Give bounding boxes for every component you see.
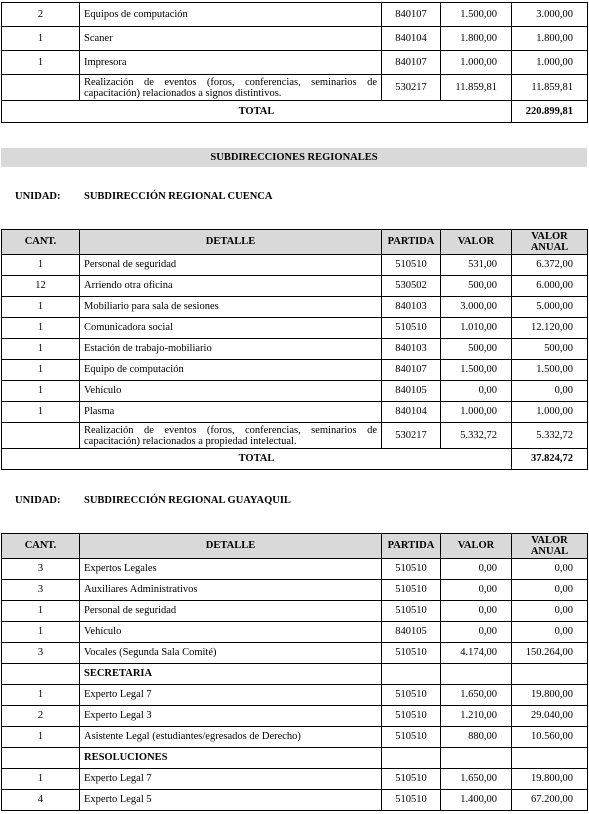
table-row [2, 276, 588, 297]
cell-valor-anual: 0,00 [512, 381, 588, 402]
guayaquil-unit-heading [15, 495, 291, 506]
total-label: TOTAL [2, 449, 512, 470]
cell-detalle: Vehículo [80, 622, 382, 643]
cell-partida: 530502 [382, 276, 441, 297]
cell-detalle: Vocales (Segunda Sala Comité) [80, 643, 382, 664]
cell-detalle: Equipos de computación [80, 3, 382, 27]
cuenca-budget-table [1, 229, 588, 470]
cell-detalle: Asistente Legal (estudiantes/egresados de Derecho) [80, 727, 382, 748]
cuenca-table-body [2, 255, 588, 470]
cell-valor: 5.332,72 [441, 423, 512, 449]
cell-detalle: Comunicadora social [80, 318, 382, 339]
cell-partida: 840105 [382, 622, 441, 643]
cell-valor-anual: 5.332,72 [512, 423, 588, 449]
top-budget-table [1, 2, 588, 123]
cell-cant: 1 [2, 339, 80, 360]
cell-valor: 0,00 [441, 622, 512, 643]
cell-cant: 1 [2, 381, 80, 402]
cell-cant: 1 [2, 255, 80, 276]
cell-valor: 11.859,81 [441, 75, 512, 101]
cell-valor: 1.500,00 [441, 360, 512, 381]
cell-partida: 510510 [382, 685, 441, 706]
table-row [2, 580, 588, 601]
cell-valor: 4.174,00 [441, 643, 512, 664]
guayaquil-table-body [2, 559, 588, 811]
cell-detalle: Scaner [80, 27, 382, 51]
cell-valor [441, 664, 512, 685]
header-valor-anual: VALOR ANUAL [512, 230, 588, 255]
header-valor: VALOR [441, 230, 512, 255]
table-row [2, 622, 588, 643]
cell-cant: 1 [2, 402, 80, 423]
total-value: 37.824,72 [512, 449, 588, 470]
cell-cant: 1 [2, 622, 80, 643]
cell-cant: 2 [2, 706, 80, 727]
cell-valor: 1.650,00 [441, 685, 512, 706]
top-table-body [2, 3, 588, 123]
cell-cant: 3 [2, 559, 80, 580]
cell-partida: 510510 [382, 706, 441, 727]
cell-detalle: Estación de trabajo-mobiliario [80, 339, 382, 360]
cell-valor-anual: 1.800,00 [512, 27, 588, 51]
cell-valor-anual: 6.000,00 [512, 276, 588, 297]
table-row [2, 255, 588, 276]
header-valor: VALOR [441, 534, 512, 559]
cell-detalle: Expertos Legales [80, 559, 382, 580]
subsection-row [2, 664, 588, 685]
subsection-title: SECRETARIA [80, 664, 382, 685]
cell-partida: 840103 [382, 297, 441, 318]
cell-cant: 12 [2, 276, 80, 297]
header-cant: CANT. [2, 534, 80, 559]
cell-detalle: Personal de seguridad [80, 255, 382, 276]
subsection-row [2, 748, 588, 769]
cell-cant [2, 75, 80, 101]
cell-partida: 840105 [382, 381, 441, 402]
cell-detalle: Arriendo otra oficina [80, 276, 382, 297]
cell-valor: 1.000,00 [441, 51, 512, 75]
total-row [2, 101, 588, 123]
table-row [2, 297, 588, 318]
table-row [2, 643, 588, 664]
cell-valor-anual: 19.800,00 [512, 685, 588, 706]
table-row [2, 27, 588, 51]
cell-valor-anual: 11.859,81 [512, 75, 588, 101]
cell-valor: 1.650,00 [441, 769, 512, 790]
unit-label: UNIDAD: [15, 191, 61, 202]
cell-valor [441, 748, 512, 769]
cell-cant: 1 [2, 51, 80, 75]
cell-valor: 1.010,00 [441, 318, 512, 339]
table-row [2, 559, 588, 580]
cell-valor-anual: 0,00 [512, 559, 588, 580]
table-row [2, 423, 588, 449]
cell-valor: 1.000,00 [441, 402, 512, 423]
cell-valor-anual: 12.120,00 [512, 318, 588, 339]
cell-detalle: Auxiliares Administrativos [80, 580, 382, 601]
cell-valor-anual: 1.000,00 [512, 51, 588, 75]
header-cant: CANT. [2, 230, 80, 255]
cuenca-unit-heading [15, 191, 272, 202]
cell-valor: 0,00 [441, 381, 512, 402]
cell-valor-anual: 0,00 [512, 622, 588, 643]
cell-valor-anual: 3.000,00 [512, 3, 588, 27]
cell-cant [2, 664, 80, 685]
cell-partida: 840104 [382, 27, 441, 51]
table-row [2, 685, 588, 706]
cell-valor-anual: 6.372,00 [512, 255, 588, 276]
cell-valor: 500,00 [441, 276, 512, 297]
table-row [2, 706, 588, 727]
table-row [2, 360, 588, 381]
cell-valor-anual: 5.000,00 [512, 297, 588, 318]
cell-cant: 3 [2, 643, 80, 664]
table-row [2, 51, 588, 75]
cell-cant: 1 [2, 318, 80, 339]
cell-detalle: Realización de eventos (foros, conferencias, seminarios de capacitación) relacionados a propiedad intelectual. [80, 423, 382, 449]
cell-partida: 530217 [382, 423, 441, 449]
cell-valor: 1.800,00 [441, 27, 512, 51]
cell-partida: 510510 [382, 255, 441, 276]
cell-cant: 1 [2, 685, 80, 706]
cell-partida [382, 748, 441, 769]
cell-valor-anual: 150.264,00 [512, 643, 588, 664]
header-partida: PARTIDA [382, 534, 441, 559]
header-detalle: DETALLE [80, 230, 382, 255]
subsection-title: RESOLUCIONES [80, 748, 382, 769]
cell-partida: 510510 [382, 318, 441, 339]
cell-cant [2, 423, 80, 449]
cell-detalle: Experto Legal 7 [80, 685, 382, 706]
cell-cant: 1 [2, 27, 80, 51]
cell-valor-anual: 67.200,00 [512, 790, 588, 811]
cell-valor-anual: 0,00 [512, 580, 588, 601]
table-row [2, 790, 588, 811]
cell-valor: 0,00 [441, 601, 512, 622]
cell-partida: 840103 [382, 339, 441, 360]
table-row [2, 75, 588, 101]
cell-cant: 1 [2, 297, 80, 318]
table-row [2, 381, 588, 402]
cell-valor: 1.400,00 [441, 790, 512, 811]
header-valor-anual: VALOR ANUAL [512, 534, 588, 559]
total-value: 220.899,81 [512, 101, 588, 123]
cell-detalle: Impresora [80, 51, 382, 75]
cell-partida: 510510 [382, 790, 441, 811]
cell-partida: 840104 [382, 402, 441, 423]
guayaquil-budget-table [1, 533, 588, 811]
cell-valor: 500,00 [441, 339, 512, 360]
cell-valor: 0,00 [441, 580, 512, 601]
cell-partida: 840107 [382, 3, 441, 27]
cell-detalle: Vehículo [80, 381, 382, 402]
cell-partida: 840107 [382, 360, 441, 381]
table-row [2, 3, 588, 27]
header-detalle: DETALLE [80, 534, 382, 559]
cell-detalle: Personal de seguridad [80, 601, 382, 622]
cell-valor: 0,00 [441, 559, 512, 580]
cell-cant [2, 748, 80, 769]
cell-partida: 510510 [382, 601, 441, 622]
cell-partida: 510510 [382, 643, 441, 664]
section-band: SUBDIRECCIONES REGIONALES [1, 148, 587, 167]
cell-valor: 880,00 [441, 727, 512, 748]
cell-detalle: Experto Legal 7 [80, 769, 382, 790]
cell-partida: 510510 [382, 559, 441, 580]
cell-cant: 2 [2, 3, 80, 27]
table-header-row [2, 534, 588, 559]
cell-valor: 3.000,00 [441, 297, 512, 318]
cell-cant: 3 [2, 580, 80, 601]
cell-partida [382, 664, 441, 685]
cell-valor-anual: 0,00 [512, 601, 588, 622]
total-label: TOTAL [2, 101, 512, 123]
unit-name: SUBDIRECCIÓN REGIONAL CUENCA [84, 191, 273, 202]
cell-cant: 1 [2, 727, 80, 748]
cell-detalle: Plasma [80, 402, 382, 423]
cell-detalle: Mobiliario para sala de sesiones [80, 297, 382, 318]
unit-label: UNIDAD: [15, 495, 61, 506]
total-row [2, 449, 588, 470]
cell-valor-anual [512, 748, 588, 769]
cell-partida: 840107 [382, 51, 441, 75]
cell-detalle: Equipo de computación [80, 360, 382, 381]
header-partida: PARTIDA [382, 230, 441, 255]
cell-detalle: Experto Legal 5 [80, 790, 382, 811]
cell-valor-anual: 1.500,00 [512, 360, 588, 381]
cell-partida: 510510 [382, 580, 441, 601]
cell-valor-anual: 29.040,00 [512, 706, 588, 727]
cell-valor: 531,00 [441, 255, 512, 276]
cell-valor: 1.210,00 [441, 706, 512, 727]
cell-valor-anual: 500,00 [512, 339, 588, 360]
cell-valor-anual: 1.000,00 [512, 402, 588, 423]
cell-partida: 510510 [382, 769, 441, 790]
cell-valor-anual: 19.800,00 [512, 769, 588, 790]
table-header-row [2, 230, 588, 255]
cell-partida: 530217 [382, 75, 441, 101]
table-row [2, 601, 588, 622]
table-row [2, 769, 588, 790]
cell-valor-anual: 10.560,00 [512, 727, 588, 748]
cell-cant: 4 [2, 790, 80, 811]
cell-cant: 1 [2, 360, 80, 381]
cell-cant: 1 [2, 601, 80, 622]
cell-valor: 1.500,00 [441, 3, 512, 27]
cell-partida: 510510 [382, 727, 441, 748]
table-row [2, 727, 588, 748]
unit-name: SUBDIRECCIÓN REGIONAL GUAYAQUIL [84, 495, 291, 506]
table-row [2, 339, 588, 360]
table-row [2, 318, 588, 339]
cell-valor-anual [512, 664, 588, 685]
cell-cant: 1 [2, 769, 80, 790]
cell-detalle: Realización de eventos (foros, conferencias, seminarios de capacitación) relacionados a signos distintivos. [80, 75, 382, 101]
cell-detalle: Experto Legal 3 [80, 706, 382, 727]
table-row [2, 402, 588, 423]
